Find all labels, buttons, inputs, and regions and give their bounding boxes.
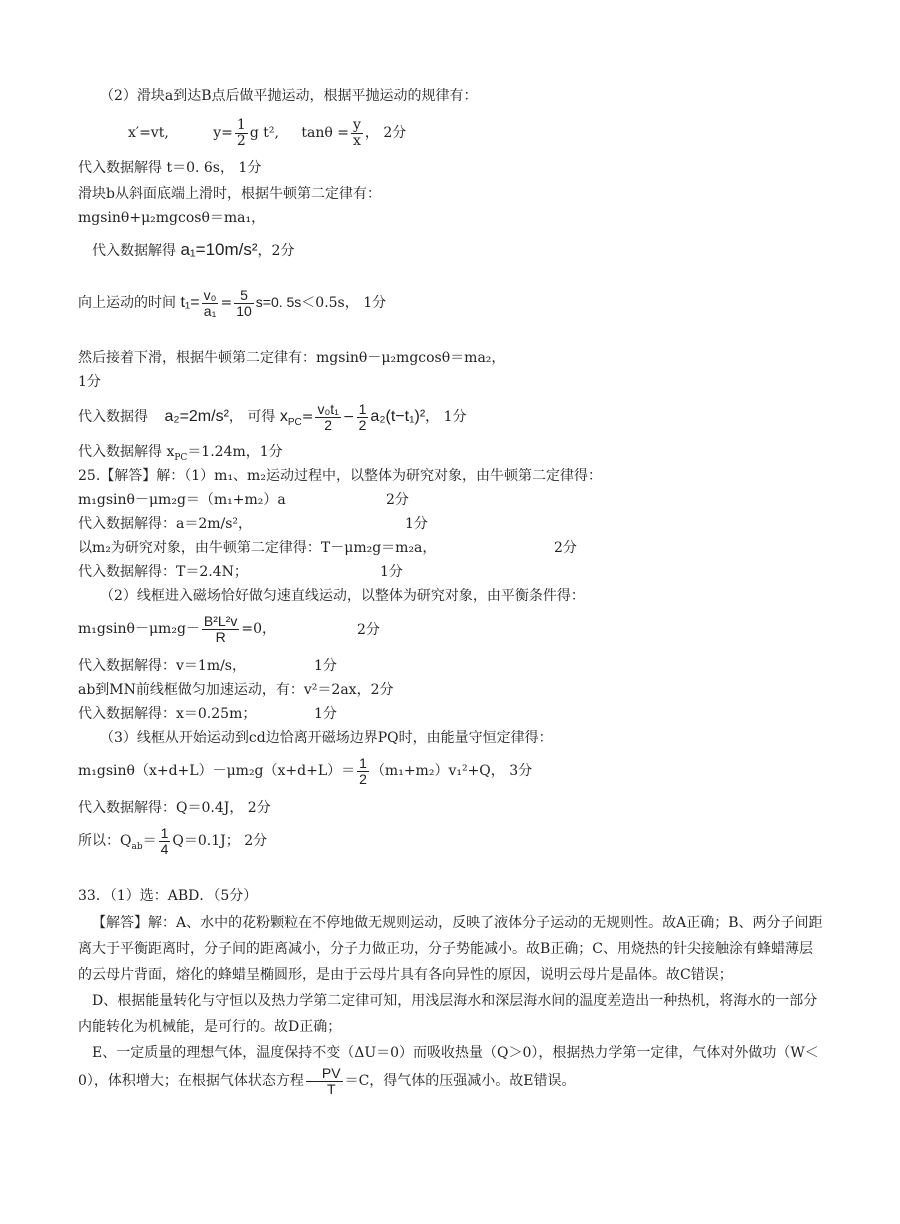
score: 1分 (405, 516, 428, 532)
formula-y: y= (213, 125, 233, 142)
score: ， 2分 (364, 125, 407, 142)
fraction: $\frac{\text{v₀t₁}}{2}$ (317, 401, 339, 433)
subscript: PC (287, 416, 302, 428)
score: 2分 (386, 492, 409, 508)
text: 代入数据得 (78, 409, 148, 426)
fraction: $\frac{1}{2}$ (236, 117, 246, 149)
formula-tail: s=0. 5s (255, 294, 302, 311)
formula-tail: a₂(t−t₁)² (370, 408, 426, 426)
text-line: 代入数据解得：Q＝0.4J， 2分 (78, 800, 271, 816)
score: 1分 (314, 658, 337, 674)
fraction: $\frac{1}{4}$ (160, 825, 169, 857)
text-line: （2）滑块a到达B点后做平抛运动，根据平抛运动的规律有： (100, 88, 478, 104)
formula-a1: a₁=10m/s² (180, 240, 258, 259)
text-line: 代入数据解得 t＝0. 6s， 1分 (78, 160, 262, 176)
fraction: $\frac{1}{2}$ (358, 401, 367, 433)
text-line: （3）线框从开始运动到cd边恰离开磁场边界PQ时，由能量守恒定律得： (100, 730, 553, 746)
fraction: $\frac{y}{x}$ (352, 117, 361, 149)
paragraph: E、一定质量的理想气体，温度保持不变（ΔU＝0）而吸收热量（Q＞0），根据热力学第一定律，气体对外做功（W＜0），体积增大；在根据气体状态方程 $\frac{PV}{T}$ ＝C，得气体的压强减小。故E错误。 (78, 1045, 819, 1097)
score: ，2分 (257, 243, 295, 259)
text-line: 代入数据解得：v＝1m/s， (78, 658, 246, 674)
formula-line: 所以：$Q_{ab}=$ $\frac{1}{4}$ Q＝0.1J； 2分 (78, 825, 268, 857)
formula-line (128, 118, 406, 148)
score: 2分 (357, 622, 380, 638)
formula-t1: t₁= (180, 294, 200, 312)
score: ＜0.5s， 1分 (301, 295, 387, 312)
text: ， 可得 (228, 409, 276, 426)
fraction: $\frac{1}{2}$ (359, 755, 367, 787)
fraction: $\frac{5}{10}$ (236, 287, 252, 319)
text: 向上运动的时间 (78, 295, 176, 312)
score: 2分 (554, 540, 577, 556)
formula-x: x′=vt, (128, 125, 169, 142)
paragraph: D、根据能量转化与守恒以及热力学第二定律可知，用浅层海水和深层海水间的温度差造出一种热机，将海水的一部分内能转化为机械能，是可行的。故D正确； (78, 993, 818, 1035)
paragraph: 【解答】解：A、水中的花粉颗粒在不停地做无规则运动，反映了液体分子运动的无规则性。故A正确；B、两分子间距离大于平衡距离时，分子间的距离减小，分子力做正功，分子势能减小。故B正确；C、用烧热的针尖接触涂有蜂蜡薄层的云母片背面，熔化的蜂蜡呈椭圆形，是由于云母片具有各向异性的原因，说明云母片是晶体。故C错误； (78, 915, 823, 983)
formula-y-tail: g t², (249, 125, 279, 142)
text-line: m₁gsinθ－μm₂g＝（m₁+m₂）a (78, 492, 286, 508)
text-line: 滑块b从斜面底端上滑时，根据牛顿第二定律有： (78, 186, 381, 202)
formula-line: 向上运动的时间 t₁= $\frac{\text{v₀}}{\text{a₁}}$ = $\frac{5}{10}$ s=0. 5s＜0.5s， 1分 (78, 287, 387, 319)
text-line: （2）线框进入磁场恰好做匀速直线运动，以整体为研究对象，由平衡条件得： (100, 588, 585, 604)
text-line: 25.【解答】解：（1）m₁、m₂运动过程中，以整体为研究对象，由牛顿第二定律得： (78, 468, 602, 484)
score: ， 1分 (425, 409, 467, 426)
score: 1分 (380, 564, 403, 580)
text-line: 代入数据解得：T＝2.4N； (78, 564, 248, 580)
text: 代入数据解得 (92, 243, 176, 259)
formula-line: 代入数据得 a₂=2m/s²， 可得 $x_{PC}=$ $\frac{\text{v₀t₁}}{2}$ − $\frac{1}{2}$ a₂(t−t₁)²， 1分 (78, 401, 467, 433)
fraction: $\frac{\text{v₀}}{\text{a₁}}$ (203, 287, 217, 319)
formula-line: m₁gsinθ（x+d+L）－μm₂g（x+d+L）＝ $\frac{1}{2}$ （m₁+m₂）v₁²+Q， 3分 (78, 755, 533, 787)
text-line: 然后接着下滑，根据牛顿第二定律有：mgsinθ－μ₂mgcosθ＝ma₂， (78, 350, 506, 366)
text-line: ab到MN前线框做匀加速运动，有：v²＝2ax，2分 (78, 682, 394, 698)
formula-x: x (279, 408, 288, 426)
fraction: $\frac{\text{B²L²v}}{R}$ (203, 613, 238, 645)
formula-tan: tanθ = (301, 125, 349, 142)
text-line: 以m₂为研究对象，由牛顿第二定律得：T－μm₂g＝m₂a， (78, 540, 437, 556)
formula-a2: a₂=2m/s² (164, 408, 229, 426)
text-line: 代入数据解得：a＝2m/s²， (78, 516, 253, 532)
text-line: 代入数据解得 $x_{PC}=1.24m$，1分 (78, 444, 283, 463)
text-line: 1分 (78, 374, 101, 390)
fraction: $\frac{PV}{T}$ (306, 1066, 343, 1096)
formula-line: m₁gsinθ－μm₂g－ $\frac{\text{B²L²v}}{R}$ =0， (78, 613, 276, 645)
text-line: 33．（1）选：ABD．（5分） (78, 888, 258, 904)
text-line: 代入数据解得：x＝0.25m； (78, 706, 257, 722)
text-line: mgsinθ+μ₂mgcosθ＝ma₁， (78, 210, 266, 226)
score: 1分 (314, 706, 337, 722)
formula-line (92, 240, 294, 260)
